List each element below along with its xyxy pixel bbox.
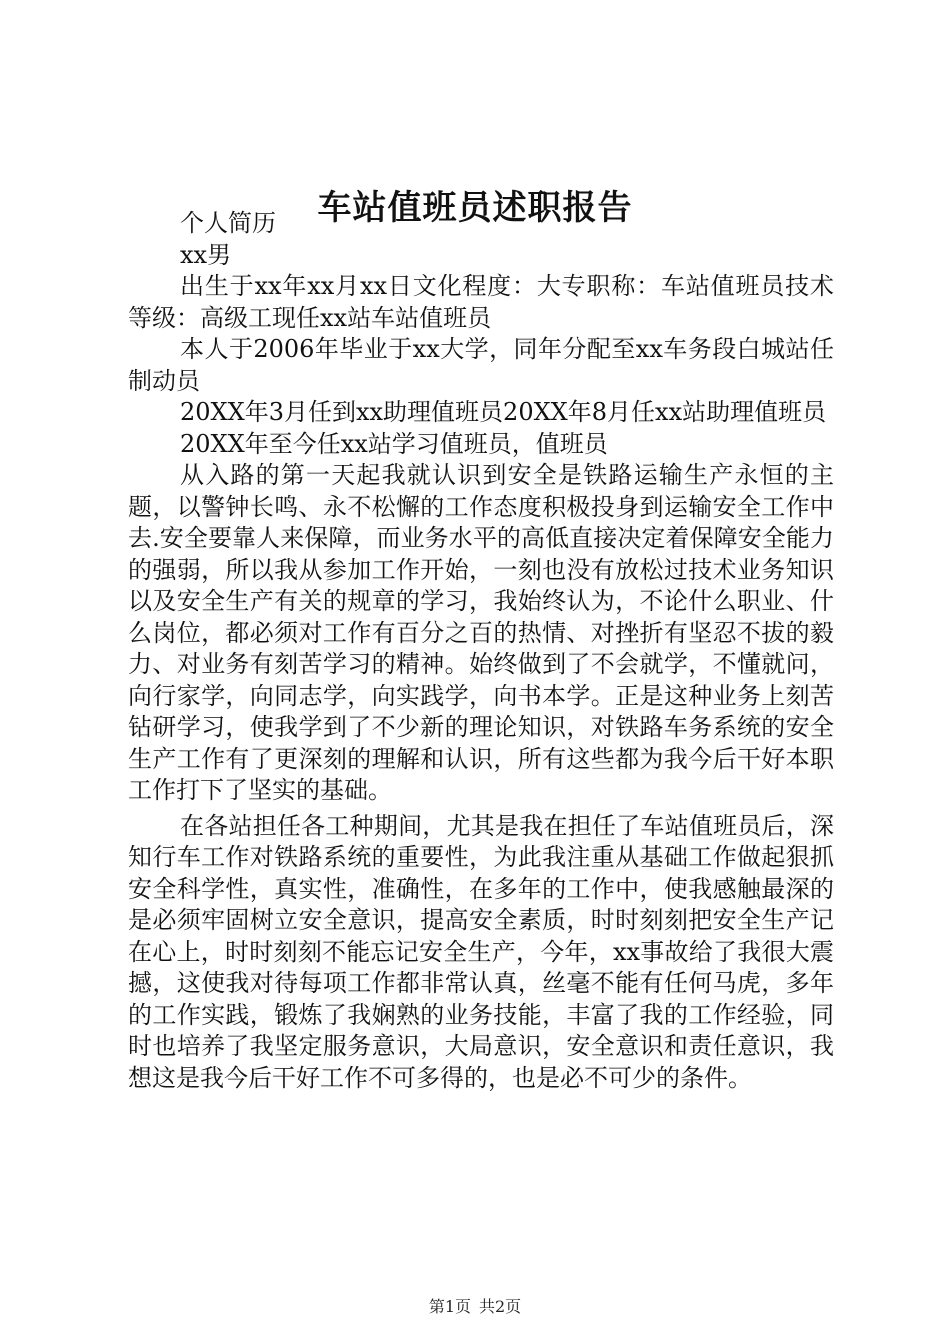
paragraph-graduation: 本人于2006年毕业于xx大学，同年分配至xx车务段白城站任制动员 (128, 335, 834, 395)
paragraph-assistant-duty: 20XX年3月任到xx助理值班员20XX年8月任xx站助理值班员 (180, 398, 827, 426)
paragraph-current-post: 20XX年至今任xx站学习值班员，值班员 (180, 429, 608, 458)
document-title: 车站值班员述职报告 (317, 188, 633, 228)
page-number-current: 第1页 (428, 1297, 471, 1316)
page-number-total: 共2页 (479, 1297, 522, 1316)
paragraph-name-gender: xx男 (180, 240, 232, 269)
paragraph-work-experience: 在各站担任各工种期间，尤其是我在担任了车站值班员后，深知行车工作对铁路系统的重要性，为此我注重从基础工作做起狠抓安全科学性，真实性，准确性，在多年的工作中，使我感触最深的是必须牢固树立安全意识，提高安全素质，时时刻刻把安全生产记在心上，时时刻刻不能忘记安全生产，今年，xx事故给了我很大震撼，这使我对待每项工作都非常认真，丝毫不能有任何马虎，多年的工作实践，锻炼了我娴熟的业务技能，丰富了我的工作经验，同时也培养了我坚定服务意识，大局意识，安全意识和责任意识，我想这是我今后干好工作不可多得的，也是必不可少的条件。 (128, 811, 834, 1092)
paragraph-safety-awareness: 从入路的第一天起我就认识到安全是铁路运输生产永恒的主题，以警钟长鸣、永不松懈的工作态度积极投身到运输安全工作中去.安全要靠人来保障，而业务水平的高低直接决定着保障安全能力的强弱，所以我从参加工作开始，一刻也没有放松过技术业务知识以及安全生产有关的规章的学习，我始终认为，不论什么职业、什么岗位，都必须对工作有百分之百的热情、对挫折有坚忍不拔的毅力、对业务有刻苦学习的精神。始终做到了不会就学，不懂就问，向行家学，向同志学，向实践学，向书本学。正是这种业务上刻苦钻研学习，使我学到了不少新的理论知识，对铁路车务系统的安全生产工作有了更深刻的理解和认识，所有这些都为我今后干好本职工作打下了坚实的基础。 (128, 461, 834, 804)
paragraph-birth-education: 出生于xx年xx月xx日文化程度：大专职称：车站值班员技术等级：高级工现任xx站车站值班员 (128, 272, 834, 332)
page-footer (0, 1296, 950, 1318)
paragraph-resume-heading: 个人简历 (180, 209, 276, 237)
document-body (128, 208, 834, 1094)
